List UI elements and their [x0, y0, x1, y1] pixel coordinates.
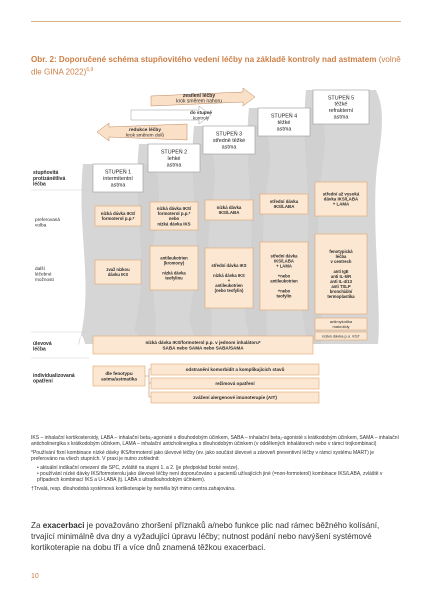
stage-header-text-line: astma	[333, 114, 349, 121]
preferred-cell-text-line: střední dávka	[269, 198, 299, 204]
other-cell-text-line: anti IL-4/13	[330, 278, 352, 284]
other-cell-text-line: léčba	[335, 254, 347, 260]
row-label-other-line: možnosti	[35, 277, 54, 283]
other-cell-text-line: nízká dávka	[162, 270, 186, 276]
header-rule	[31, 21, 401, 22]
other-cell-text-line: dávku IKS	[107, 271, 129, 277]
other-cell-text-line: v centrech	[330, 259, 352, 265]
other-cell-text-line: antileukotrien	[215, 282, 243, 288]
other-cell-text-line: (nebo teofylin)	[214, 287, 244, 293]
other-cell-text-line: + LAMA	[276, 263, 292, 269]
keep-label-line: kontroly	[192, 115, 210, 121]
stage-header-text-line: astma	[221, 144, 237, 151]
figure-title-ref: 6,9	[86, 67, 94, 73]
reliever-text	[145, 340, 260, 350]
para-rest: je považováno zhoršení příznaků a/nebo funkce plic nad rámec běžného kolísání, trvající minimálně dva dny a vyžadující úpravu léčby; nutnost podání nebo navýšení systémové kortikoterapie na dobu tří a více dnů znamená těžkou exacerbaci.	[31, 521, 380, 552]
preferred-cell-text-line: nebo	[168, 216, 180, 222]
star-bullet: • používání nízké dávky IKS/formoterolu jako úlevové léčby není doporučováno u pacientů užívajících jiné (=non-formoterol) kombinace IKS/LABA, zvláště v případech kombinací IKS a U-LABA (tj. LABA s ultradlouhodobým účinkem).	[37, 471, 383, 484]
other-cell-text-line: střední dávka IKS	[211, 263, 247, 269]
row-label-preferred	[35, 217, 60, 228]
stage-header-text-line: STUPEŇ 1	[104, 169, 132, 176]
ocs-text	[322, 333, 360, 338]
row-label-preferred-line: volba	[35, 222, 47, 228]
stage-header-text-line: středně těžké	[212, 137, 246, 144]
deescalate-label-line: krok směrem dolů	[125, 133, 165, 139]
preferred-cell-text-line: střední až vysoká	[322, 191, 360, 197]
individual-box-text	[186, 366, 285, 372]
other-cell-text-line: antileukotrien	[270, 278, 298, 284]
other-cell-text-line: nízká dávka IKS	[213, 272, 245, 278]
row-label-stage-line: léčba	[33, 181, 46, 188]
ocs-text-line: nízká dávka p.o. KS†	[322, 333, 360, 339]
footnotes	[31, 435, 401, 494]
body-paragraph	[31, 520, 403, 553]
row-label-stage-line: protizánětlivá	[33, 175, 66, 182]
row-label-individual-line: opatření	[33, 378, 53, 385]
other-cell-text-line: anti IgE	[333, 268, 349, 274]
preferred-cell-text-line: IKS/LABA	[273, 204, 295, 210]
other-cell-text-line: +nebo	[277, 273, 291, 279]
escalate-label-line: krok směrem nahoru	[176, 98, 222, 105]
stage-header-text-line: intermitentní	[103, 175, 133, 182]
para-bold: exacerbaci	[42, 521, 85, 530]
individual-box-text-line: zvážení alergenové imunoterapie (AIT)	[193, 395, 277, 401]
star-bullet: • aktuální indikační omezení dle SPC, zvláště na stupni 1. a 2. (je předpoklad brzké revize),	[37, 464, 239, 471]
individual-box-text-line: režimová opatření	[215, 381, 255, 387]
figure-title-text: Obr. 2: Doporučené schéma stupňovitého vedení léčby na základě kontroly nad astmatem	[31, 55, 377, 64]
row-label-reliever	[33, 341, 52, 353]
preferred-cell-text-line: nízká dávka IKS	[157, 221, 191, 227]
other-cell-text	[211, 263, 246, 293]
individual-box-text	[215, 381, 255, 386]
stage-header-text-line: těžké	[334, 101, 348, 108]
stage-header-text-line: lehké	[167, 155, 181, 162]
star-bullets	[37, 465, 401, 484]
individual-left-text-line: dle fenotypu	[105, 370, 133, 376]
stage-header-text-line: astma	[166, 162, 182, 169]
other-cell-text-line: bronchiální	[329, 288, 353, 294]
preferred-cell-text-line: formoterol p.p.*	[101, 216, 135, 222]
other-cell-text-line: střední dávka	[270, 253, 298, 259]
row-label-reliever-line: léčba	[33, 346, 46, 353]
row-label-stage-line: stupňovitá	[33, 169, 59, 176]
star-note: *Používání fixní kombinace nízké dávky IKS/formoterol jako úlevové léčby (ev. jako součást úlevové a zároveň preventivní léčby v rámci systému MART) je preferováno na všech stupních. V praxi je nutno zohlednit:	[31, 449, 375, 463]
other-cell-text-line: teofylinu	[165, 275, 183, 281]
stage-header-text-line: refrakterní	[328, 108, 354, 115]
other-cell-text	[106, 267, 130, 277]
figure-title	[31, 54, 401, 78]
preferred-cell-text-line: IKS/LABA	[218, 210, 240, 216]
macrolide-text-line: antimykotika	[329, 319, 353, 325]
stage-header-text-line: STUPEŇ 4	[270, 113, 298, 120]
stage-header-text-line: těžké	[277, 119, 291, 126]
other-cell-text-line: anti TSLP	[331, 283, 351, 289]
individual-connector	[145, 369, 151, 397]
other-cell	[150, 246, 198, 290]
escalate-label-line: zesílení léčby	[182, 92, 216, 99]
preferred-cell-text-line: + LAMA	[332, 201, 350, 207]
macrolide-text-line: makrolidy	[332, 323, 350, 329]
stage-header-text-line: STUPEŇ 2	[160, 149, 188, 156]
other-cell-text-line: (kromony)	[163, 260, 185, 266]
individual-left-text	[101, 371, 137, 381]
dagger-note: †Trvalá, resp. dlouhodobá systémová kortikoterapie by neměla být mimo centra zahajována.	[31, 485, 236, 492]
preferred-cell-text-line: formoterol p.p.*	[157, 210, 191, 216]
stage-header-text-line: astma	[276, 126, 292, 133]
preferred-cell-text-line: dávka IKS/LABA	[323, 196, 359, 202]
other-cell-text-line: antileukotrien	[160, 255, 188, 261]
other-cell-text-line: +	[227, 277, 231, 283]
individual-left-text-line: astma/astmatika	[101, 376, 137, 382]
other-cell-text-line: termoplastika	[327, 293, 355, 299]
keep-label-line: do stupně	[190, 109, 212, 115]
other-cell-text-line: zvaž nízkou	[106, 266, 130, 272]
other-cell-text-line: fenotypická	[329, 249, 353, 255]
row-label-other-line: léčebné	[35, 271, 52, 277]
reliever-text-line: SABA nebo SAMA nebo SABA/SAMA	[162, 345, 244, 351]
row-label-other-line: další	[35, 266, 45, 272]
row-label-individual-line: individualizovaná	[33, 372, 75, 379]
deescalate-label	[126, 127, 164, 139]
row-label-reliever-line: úlevová	[33, 340, 52, 347]
other-cell-text-line: teofylin	[276, 293, 292, 299]
other-cell-text-line: IKS/LABA	[274, 258, 294, 264]
preferred-cell-text-line: nízká dávka IKS/	[100, 210, 136, 216]
row-label-other	[35, 266, 54, 282]
row-label-individual	[33, 373, 75, 385]
row-label-preferred-line: preferovaná	[35, 216, 61, 222]
figure-title-suffix: (volně dle GINA 2022)	[31, 55, 401, 77]
preferred-cell-text	[101, 211, 136, 221]
stage-header-text-line: astma	[110, 182, 126, 189]
macrolide-text	[330, 319, 353, 329]
preferred-cell-text-line: nízká dávka	[216, 204, 242, 210]
individual-box-text-line: odstranění komorbidit a komplikujících stavů	[185, 367, 285, 373]
individual-box-text	[193, 395, 277, 400]
stage-header-text-line: STUPEŇ 5	[327, 95, 355, 102]
reliever-text-line: nízká dávka IKS/formoterol p.p. v jednom inhalátoru*	[145, 339, 261, 345]
preferred-cell-text	[217, 205, 242, 215]
para-lead: Za	[31, 521, 43, 530]
preferred-cell-text-line: nízká dávka IKS/	[156, 205, 192, 211]
other-cell-text-line: +nebo	[277, 288, 291, 294]
stepwise-treatment-diagram	[31, 86, 401, 426]
other-cell-text-line: anti IL-5/R	[330, 273, 352, 279]
deescalate-label-line: redukce léčby	[129, 127, 161, 133]
page-number: 10	[31, 573, 39, 580]
stage-header-text-line: STUPEŇ 3	[215, 131, 243, 138]
row-label-stage	[33, 170, 65, 188]
abbrev-note: IKS – inhalační kortikosteroidy, LABA – inhalační beta₂-agonisté s dlouhodobým účinkem, SABA – inhalační beta₂-agonisté s krátkodobým účinkem, SAMA – inhalační anticholinergika s krátkodobým účinkem, LAMA – inhalační anticholinergika s dlouhodobým účinkem (v oddělených inhalátorech nebo v rámci trojkombinaci)	[31, 435, 399, 448]
